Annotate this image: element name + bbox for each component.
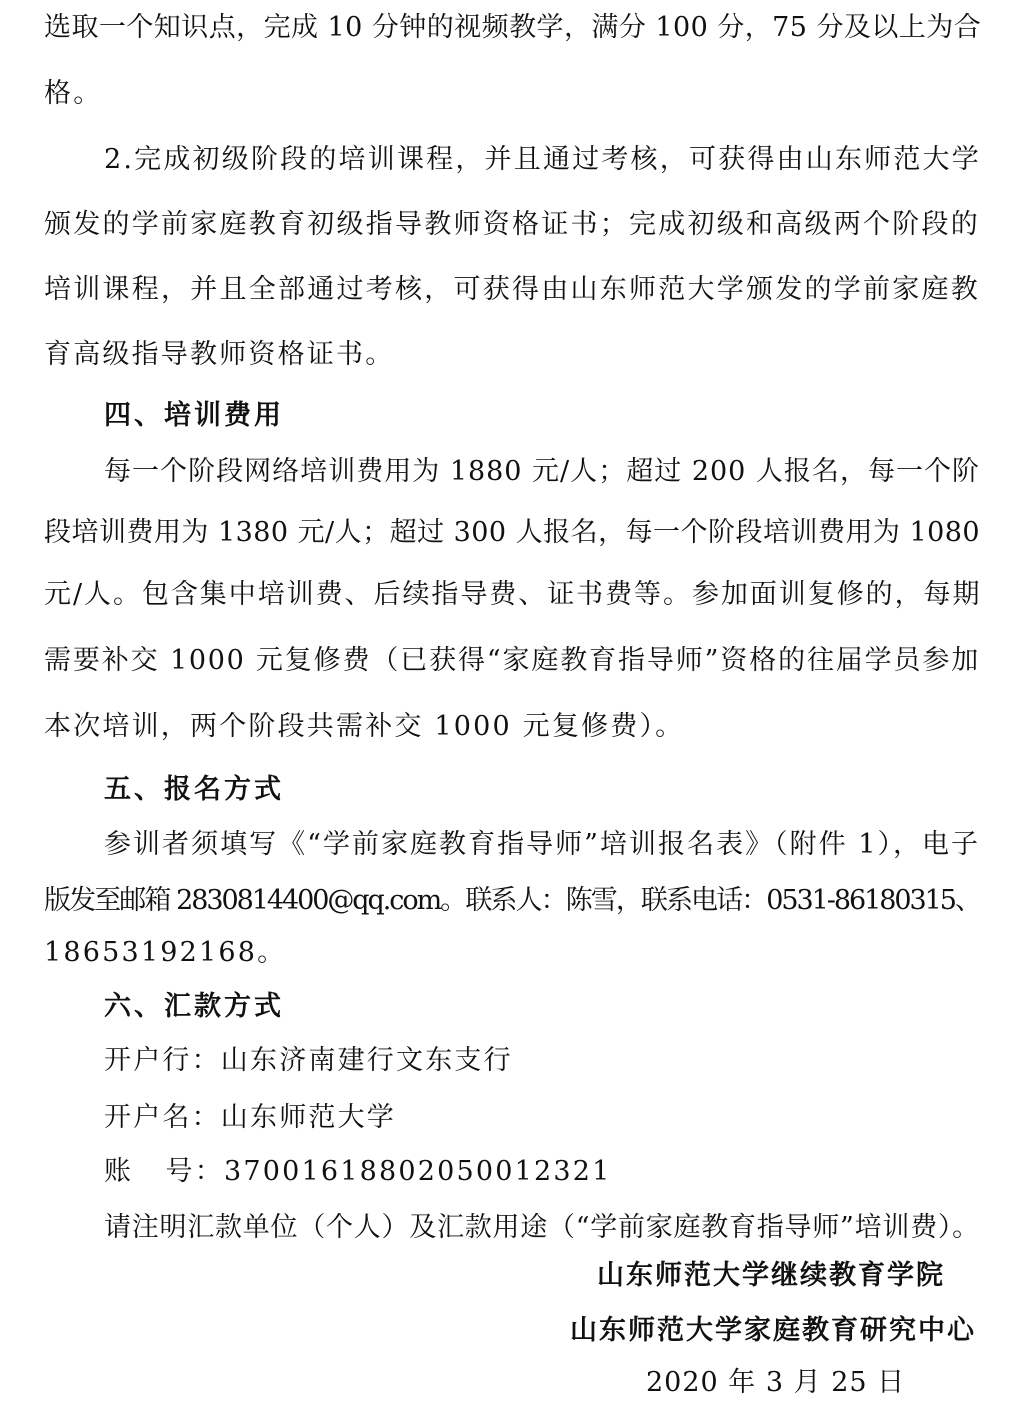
paragraph-line: 版发至邮箱 2830814400@qq.com。联系人：陈雪，联系电话：0531-86180315、: [44, 885, 980, 916]
paragraph-line: 参训者须填写《“学前家庭教育指导师”培训报名表》（附件 1），电子: [104, 829, 980, 860]
section-heading-remittance: 六、汇款方式: [104, 991, 284, 1022]
section-heading-fees: 四、培训费用: [104, 400, 284, 431]
signature-org-family-education-center: 山东师范大学家庭教育研究中心: [570, 1315, 976, 1346]
paragraph-line: 需要补交 1000 元复修费（已获得“家庭教育指导师”资格的往届学员参加: [44, 645, 980, 676]
signature-date: 2020 年 3 月 25 日: [646, 1367, 906, 1398]
paragraph-line: 段培训费用为 1380 元/人；超过 300 人报名，每一个阶段培训费用为 1080: [44, 517, 980, 548]
paragraph-line: 育高级指导教师资格证书。: [44, 339, 395, 370]
paragraph-line: 选取一个知识点，完成 10 分钟的视频教学，满分 100 分，75 分及以上为合: [44, 12, 982, 43]
bank-line: 开户行：山东济南建行文东支行: [104, 1045, 513, 1076]
paragraph-line: 格。: [44, 78, 103, 109]
paragraph-line: 每一个阶段网络培训费用为 1880 元/人；超过 200 人报名，每一个阶: [104, 456, 980, 487]
signature-org-continuing-education: 山东师范大学继续教育学院: [597, 1260, 945, 1291]
account-number-line: 账 号：37001618802050012321: [104, 1156, 612, 1187]
remittance-note-line: 请注明汇款单位（个人）及汇款用途（“学前家庭教育指导师”培训费）。: [104, 1212, 980, 1243]
paragraph-line: 颁发的学前家庭教育初级指导教师资格证书；完成初级和高级两个阶段的: [44, 209, 980, 240]
paragraph-line: 元/人。包含集中培训费、后续指导费、证书费等。参加面训复修的，每期: [44, 579, 982, 610]
section-heading-registration: 五、报名方式: [104, 774, 284, 805]
paragraph-line: 培训课程，并且全部通过考核，可获得由山东师范大学颁发的学前家庭教: [44, 274, 980, 305]
paragraph-line: 本次培训，两个阶段共需补交 1000 元复修费）。: [44, 711, 685, 742]
account-name-line: 开户名：山东师范大学: [104, 1102, 396, 1133]
paragraph-line: 2.完成初级阶段的培训课程，并且通过考核，可获得由山东师范大学: [104, 144, 981, 175]
paragraph-line: 18653192168。: [44, 937, 287, 968]
